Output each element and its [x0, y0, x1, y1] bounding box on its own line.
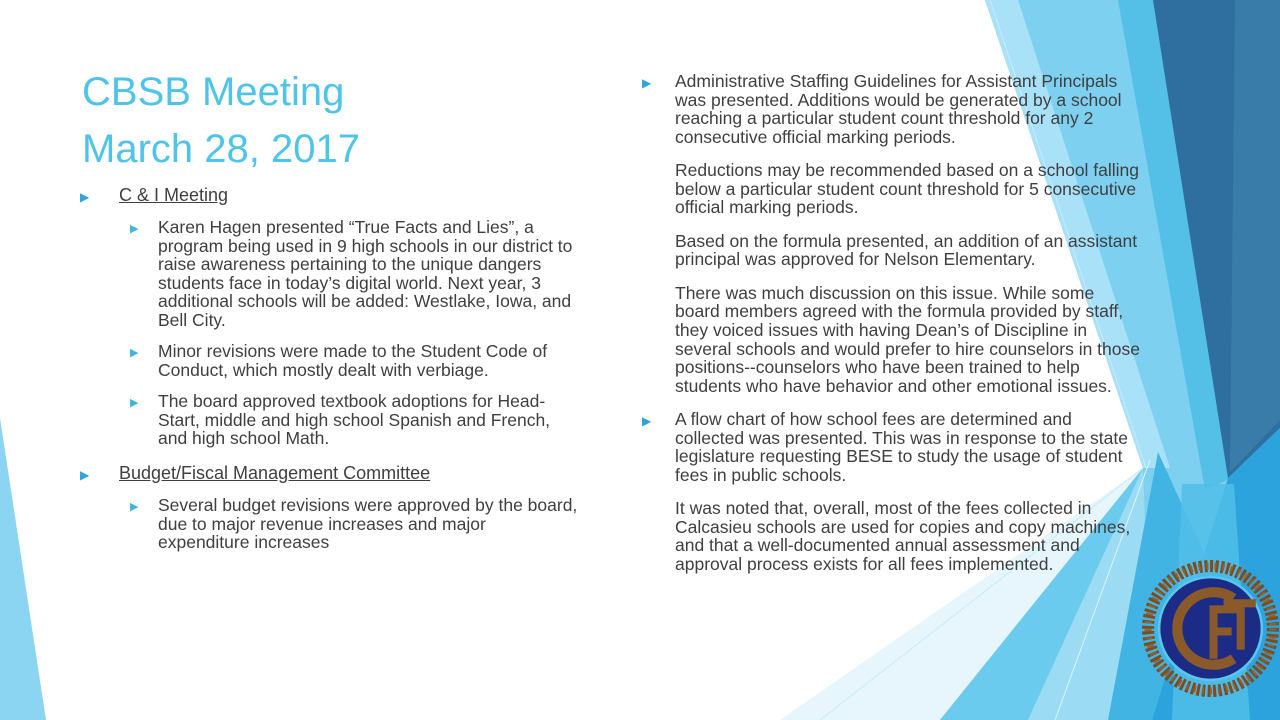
list-item [80, 218, 600, 329]
list-item-text: The board approved textbook adoptions for Head-Start, middle and high school Spanish and French, and high school Math. [158, 391, 551, 449]
bullet-triangle-icon: ▶ [80, 468, 90, 483]
bullet-triangle-icon: ▶ [642, 414, 652, 429]
paragraph [642, 232, 1147, 269]
list-item-text: Administrative Staffing Guidelines for Assistant Principals was presented. Additions would be generated by a school reaching a particular student count threshold for any 2 consecutive official marking periods. [675, 71, 1122, 147]
list-item [80, 342, 600, 379]
bullet-triangle-icon: ▶ [130, 223, 139, 235]
paragraph [642, 161, 1147, 217]
bullet-triangle-icon: ▶ [642, 76, 652, 90]
left-column [80, 186, 600, 565]
paragraph-text: It was noted that, overall, most of the fees collected in Calcasieu schools are used for copies and copy machines, and that a well-documented annual assessment and approval process exists for all fees implemented. [675, 498, 1131, 575]
slide-title-line-2: March 28, 2017 [82, 127, 360, 172]
section-heading: Budget/Fiscal Management Committee [119, 463, 431, 484]
bullet-triangle-icon: ▶ [80, 190, 90, 204]
list-item-text: Minor revisions were made to the Student Code of Conduct, which mostly dealt with verbiage. [158, 341, 548, 380]
slide-title [82, 64, 642, 178]
paragraph-text: There was much discussion on this issue. While some board members agreed with the formula provided by staff, they voiced issues with having Dean’s of Discipline in several schools and would prefer to hire counselors in those positions--counselors who have been trained to help students who have behavior and other emotional issues. [675, 282, 1140, 396]
list-item [80, 496, 600, 552]
list-item [642, 72, 1147, 146]
slide-title-line-1: CBSB Meeting [82, 70, 345, 114]
list-item [642, 410, 1147, 484]
paragraph-text: Reductions may be recommended based on a school falling below a particular student count threshold for 5 consecutive official marking periods. [675, 160, 1140, 218]
list-item [80, 392, 600, 448]
section-heading: C & I Meeting [119, 185, 229, 205]
list-item-text: A flow chart of how school fees are determined and collected was presented. This was in response to the state legislature requesting BESE to study the usage of student fees in public schools. [675, 409, 1128, 485]
bullet-triangle-icon: ▶ [130, 397, 139, 410]
paragraph [642, 499, 1147, 573]
section-budget-committee [80, 464, 600, 484]
bullet-triangle-icon: ▶ [130, 501, 139, 514]
section-ci-meeting [80, 186, 600, 206]
list-item-text: Karen Hagen presented “True Facts and Lies”, a program being used in 9 high schools in our district to raise awareness pertaining to the unique dangers students face in today’s digital world. Next year, 3 additional schools will be added: Westlake, Iowa, and Bell City. [158, 217, 573, 330]
right-column [642, 72, 1147, 589]
bullet-triangle-icon: ▶ [130, 347, 139, 360]
paragraph-text: Based on the formula presented, an addition of an assistant principal was approved for Nelson Elementary. [675, 230, 1138, 270]
list-item-text: Several budget revisions were approved by the board, due to major revenue increases and major expenditure increases [158, 495, 578, 553]
paragraph [642, 284, 1147, 395]
cft-logo [1140, 557, 1280, 700]
